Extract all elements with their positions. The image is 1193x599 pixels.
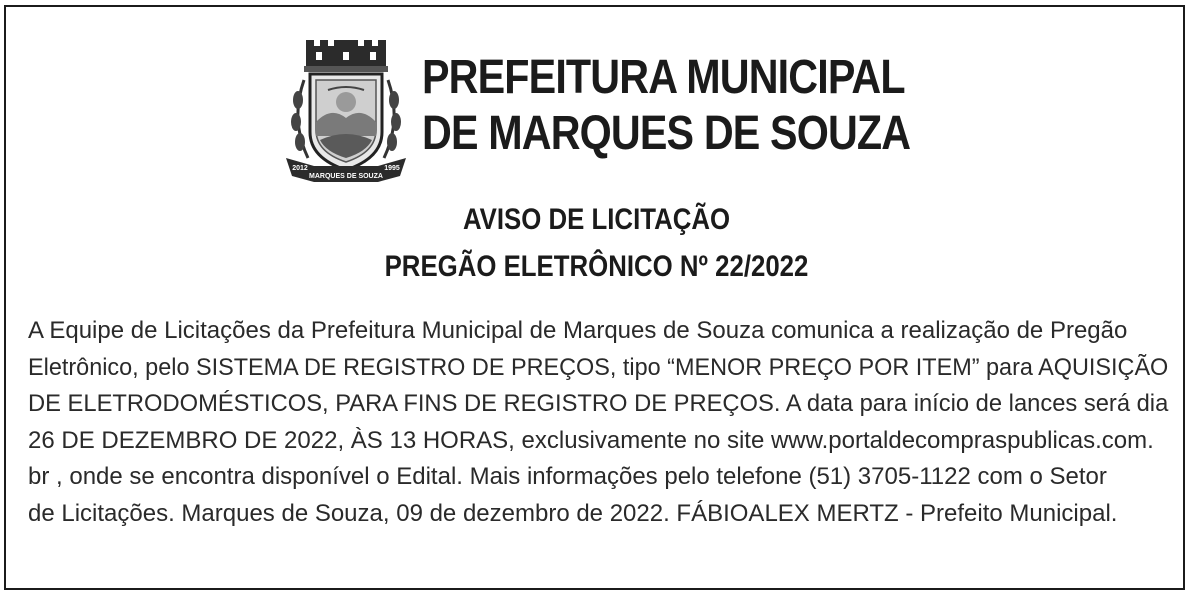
coat-of-arms-icon <box>286 40 406 185</box>
notice-title: AVISO DE LICITAÇÃO <box>462 203 731 236</box>
notice-body-line: br , onde se encontra disponível o Edital. Mais informações pelo telefone (51) 3705-1122 com o Setor <box>28 463 1107 490</box>
organization-title-line-1: PREFEITURA MUNICIPAL <box>422 51 905 104</box>
organization-title-line-2: DE MARQUES DE SOUZA <box>422 107 911 160</box>
organization-title <box>422 50 910 162</box>
notice-body-line: A Equipe de Licitações da Prefeitura Municipal de Marques de Souza comunica a realização de Pregão <box>28 317 1128 344</box>
crest-banner-text: MARQUES DE SOUZA <box>309 173 383 180</box>
crest-year-left: 2012 <box>292 165 308 172</box>
notice-body-line: Eletrônico, pelo SISTEMA DE REGISTRO DE PREÇOS, tipo “MENOR PREÇO POR ITEM” para AQUISIÇÃO <box>28 353 1169 381</box>
header <box>286 40 926 190</box>
notice-subtitle: PREGÃO ELETRÔNICO Nº 22/2022 <box>384 250 809 283</box>
notice-body-line: de Licitações. Marques de Souza, 09 de dezembro de 2022. FÁBIOALEX MERTZ - Prefeito Municipal. <box>28 499 1118 527</box>
notice-body-line: DE ELETRODOMÉSTICOS, PARA FINS DE REGISTRO DE PREÇOS. A data para início de lances será dia <box>28 390 1169 417</box>
notice-body-line: 26 DE DEZEMBRO DE 2022, ÀS 13 HORAS, exclusivamente no site www.portaldecompraspublicas.com. <box>28 426 1154 454</box>
crest-year-right: 1995 <box>384 165 400 172</box>
notice-body <box>28 313 1168 532</box>
